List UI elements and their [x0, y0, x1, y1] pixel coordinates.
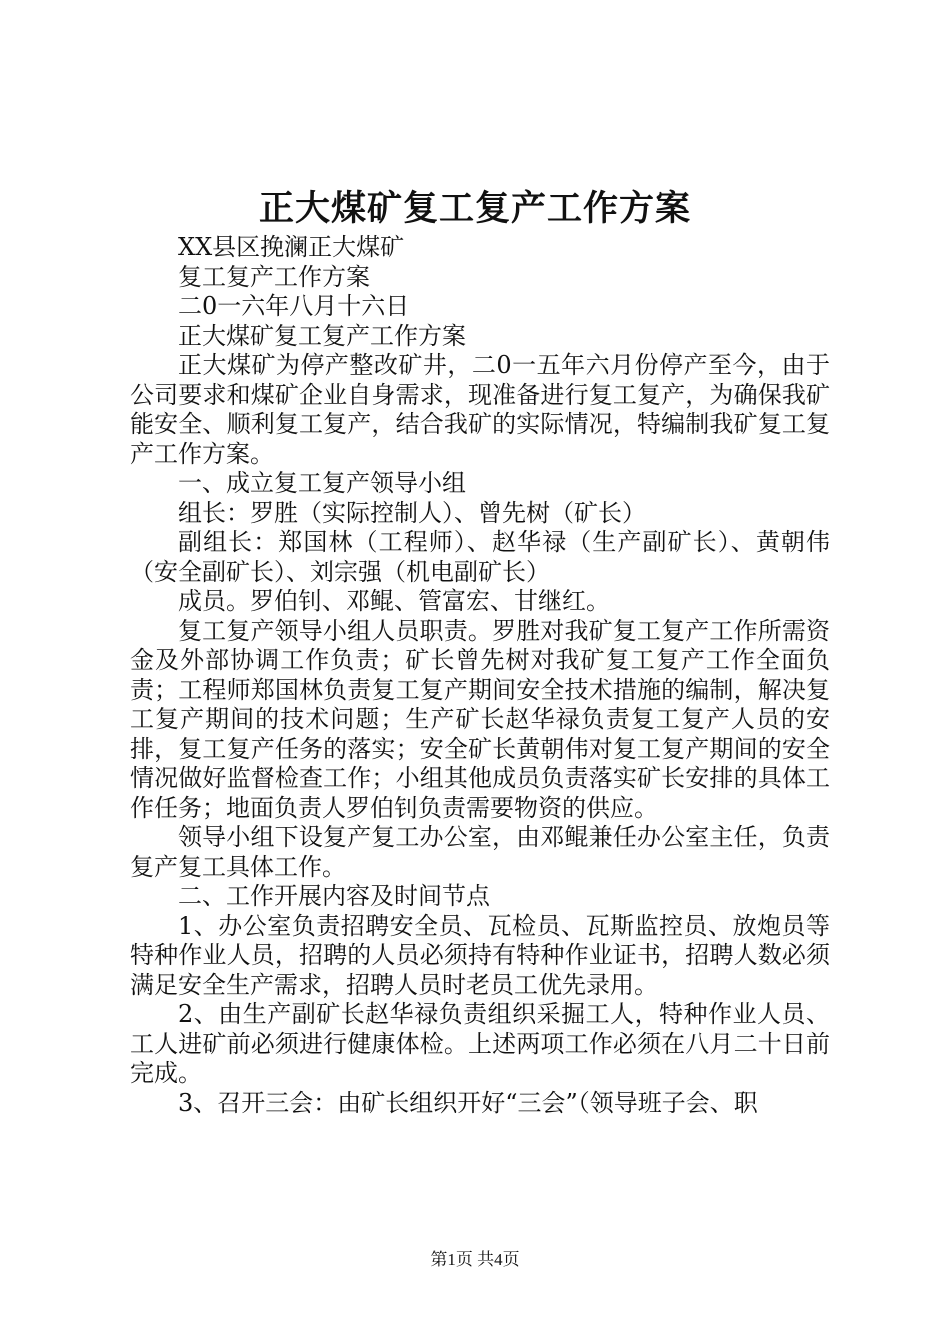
paragraph: XX县区挽澜正大煤矿 — [178, 233, 405, 261]
paragraph: 二0一六年八月十六日 — [178, 292, 410, 320]
paragraph: 3、召开三会：由矿长组织开好“三会”（领导班子会、职 — [178, 1088, 758, 1117]
paragraph: 正大煤矿复工复产工作方案 — [178, 321, 466, 350]
paragraph: 复工复产工作方案 — [178, 262, 370, 291]
paragraph: 组长：罗胜（实际控制人）、曾先树（矿长） — [178, 498, 646, 527]
page-footer: 第1页 共4页 — [430, 1250, 520, 1269]
paragraph: 正大煤矿为停产整改矿井，二0一五年六月份停产至今，由于公司要求和煤矿企业自身需求，现准备进行复工复产，为确保我矿能安全、顺利复工复产，结合我矿的实际情况，特编制我矿复工复产工作方案。 — [130, 351, 830, 468]
paragraph: 2、由生产副矿长赵华禄负责组织采掘工人，特种作业人员、工人进矿前必须进行健康体检。上述两项工作必须在八月二十日前完成。 — [130, 1000, 830, 1087]
document-body — [130, 233, 830, 1118]
document-title: 正大煤矿复工复产工作方案 — [258, 188, 691, 229]
paragraph: 复工复产领导小组人员职责。罗胜对我矿复工复产工作所需资金及外部协调工作负责；矿长曾先树对我矿复工复产工作全面负责；工程师郑国林负责复工复产期间安全技术措施的编制，解决复工复产期间的技术问题；生产矿长赵华禄负责复工复产人员的安排，复工复产任务的落实；安全矿长黄朝伟对复工复产期间的安全情况做好监督检查工作；小组其他成员负责落实矿长安排的具体工作任务；地面负责人罗伯钊负责需要物资的供应。 — [130, 616, 830, 822]
section-heading: 一、成立复工复产领导小组 — [178, 469, 466, 497]
paragraph: 成员。罗伯钊、邓鲲、管富宏、甘继红。 — [178, 587, 610, 615]
section-heading: 二、工作开展内容及时间节点 — [178, 882, 490, 910]
paragraph: 领导小组下设复产复工办公室，由邓鲲兼任办公室主任，负责复产复工具体工作。 — [130, 823, 830, 881]
paragraph: 1、办公室负责招聘安全员、瓦检员、瓦斯监控员、放炮员等特种作业人员，招聘的人员必须持有特种作业证书，招聘人数必须满足安全生产需求，招聘人员时老员工优先录用。 — [130, 911, 830, 999]
paragraph: 副组长：郑国林（工程师）、赵华禄（生产副矿长）、黄朝伟（安全副矿长）、刘宗强（机电副矿长） — [130, 528, 830, 586]
